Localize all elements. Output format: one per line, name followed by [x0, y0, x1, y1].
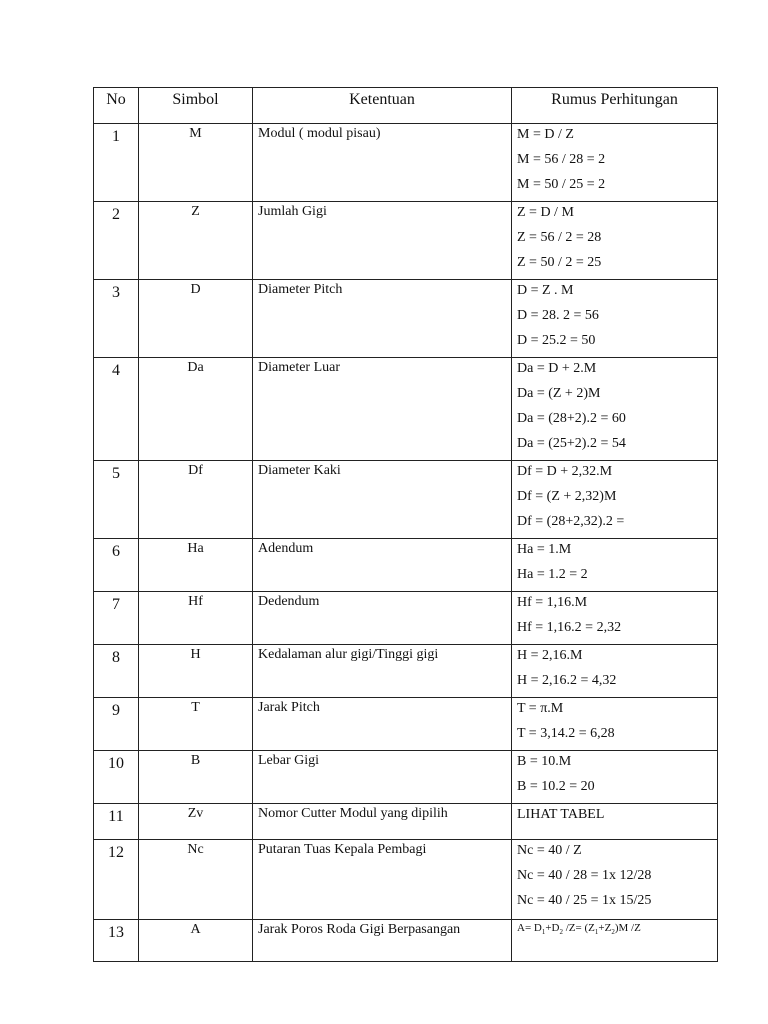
formula-subscript: 2: [559, 928, 563, 937]
row-no: 12: [94, 840, 139, 920]
row-rumus: [512, 461, 718, 539]
row-rumus: [512, 124, 718, 202]
formula-line: Ha = 1.2 = 2: [517, 567, 588, 582]
row-no: 1: [94, 124, 139, 202]
row-rumus: [512, 358, 718, 461]
formula-line: T = 3,14.2 = 6,28: [517, 726, 615, 741]
table-row: [94, 202, 718, 280]
formula-subscript: 1: [594, 928, 599, 937]
row-symbol: D: [139, 280, 253, 358]
row-no: 7: [94, 592, 139, 645]
row-rumus: [512, 698, 718, 751]
row-ketentuan: Diameter Luar: [253, 358, 512, 461]
formula-line: [517, 922, 717, 936]
formula-line: Da = (Z + 2)M: [517, 386, 601, 401]
formula-line: Nc = 40 / 25 = 1x 15/25: [517, 893, 652, 908]
table-row: [94, 804, 718, 840]
formula-line: LIHAT TABEL: [517, 807, 605, 822]
row-no: 11: [94, 804, 139, 840]
header-rumus: Rumus Perhitungan: [512, 88, 718, 124]
formula-line: Da = (25+2).2 = 54: [517, 436, 626, 451]
row-ketentuan: Jarak Poros Roda Gigi Berpasangan: [253, 920, 512, 962]
formula-line: Df = (28+2,32).2 =: [517, 514, 625, 529]
formula-part: A= D: [517, 922, 542, 934]
row-symbol: B: [139, 751, 253, 804]
row-rumus: [512, 645, 718, 698]
row-symbol: Df: [139, 461, 253, 539]
formula-line: Ha = 1.M: [517, 542, 572, 557]
table-row: [94, 358, 718, 461]
formula-line: Z = 56 / 2 = 28: [517, 230, 602, 245]
table-row: [94, 645, 718, 698]
formula-line: H = 2,16.2 = 4,32: [517, 673, 617, 688]
table-row: [94, 461, 718, 539]
formula-line: Df = (Z + 2,32)M: [517, 489, 617, 504]
formula-line: Nc = 40 / 28 = 1x 12/28: [517, 868, 652, 883]
gear-formula-table: [93, 87, 718, 962]
formula-part: +D: [545, 922, 560, 934]
header-no: No: [94, 88, 139, 124]
table-row: [94, 698, 718, 751]
row-rumus: [512, 751, 718, 804]
row-rumus: [512, 840, 718, 920]
row-rumus: [512, 804, 718, 840]
formula-line: T = π.M: [517, 701, 564, 716]
header-symbol: Simbol: [139, 88, 253, 124]
formula-line: M = D / Z: [517, 127, 574, 142]
row-no: 5: [94, 461, 139, 539]
row-symbol: M: [139, 124, 253, 202]
row-ketentuan: Nomor Cutter Modul yang dipilih: [253, 804, 512, 840]
row-ketentuan: Kedalaman alur gigi/Tinggi gigi: [253, 645, 512, 698]
row-symbol: H: [139, 645, 253, 698]
row-no: 10: [94, 751, 139, 804]
header-ketentuan: Ketentuan: [253, 88, 512, 124]
formula-line: Z = D / M: [517, 205, 574, 220]
row-rumus: [512, 539, 718, 592]
formula-line: D = Z . M: [517, 283, 574, 298]
formula-part: )M /Z: [614, 922, 641, 934]
row-rumus: [512, 280, 718, 358]
formula-part: /Z= (Z: [563, 922, 595, 934]
formula-line: Df = D + 2,32.M: [517, 464, 613, 479]
formula-line: B = 10.M: [517, 754, 572, 769]
row-symbol: Nc: [139, 840, 253, 920]
formula-line: D = 25.2 = 50: [517, 333, 596, 348]
row-rumus: [512, 202, 718, 280]
formula-subscript: 1: [541, 928, 546, 937]
formula-line: M = 50 / 25 = 2: [517, 177, 606, 192]
table-row: [94, 539, 718, 592]
row-no: 4: [94, 358, 139, 461]
row-ketentuan: Adendum: [253, 539, 512, 592]
formula-line: Da = (28+2).2 = 60: [517, 411, 626, 426]
formula-line: Hf = 1,16.M: [517, 595, 588, 610]
formula-line: Da = D + 2.M: [517, 361, 597, 376]
formula-subscript: 2: [611, 928, 615, 937]
table-row: [94, 280, 718, 358]
formula-part: +Z: [598, 922, 612, 934]
row-ketentuan: Dedendum: [253, 592, 512, 645]
formula-line: Nc = 40 / Z: [517, 843, 582, 858]
row-symbol: Z: [139, 202, 253, 280]
row-ketentuan: Lebar Gigi: [253, 751, 512, 804]
row-ketentuan: Modul ( modul pisau): [253, 124, 512, 202]
row-no: 8: [94, 645, 139, 698]
row-no: 3: [94, 280, 139, 358]
row-rumus: [512, 920, 718, 962]
row-symbol: Ha: [139, 539, 253, 592]
formula-line: Z = 50 / 2 = 25: [517, 255, 602, 270]
formula-line: H = 2,16.M: [517, 648, 583, 663]
row-ketentuan: Diameter Kaki: [253, 461, 512, 539]
row-symbol: Da: [139, 358, 253, 461]
table-row: [94, 124, 718, 202]
row-no: 13: [94, 920, 139, 962]
row-ketentuan: Putaran Tuas Kepala Pembagi: [253, 840, 512, 920]
row-rumus: [512, 592, 718, 645]
table-row: [94, 920, 718, 962]
table-row: [94, 840, 718, 920]
row-ketentuan: Jumlah Gigi: [253, 202, 512, 280]
row-symbol: A: [139, 920, 253, 962]
row-symbol: Zv: [139, 804, 253, 840]
table-row: [94, 751, 718, 804]
row-no: 6: [94, 539, 139, 592]
formula-line: Hf = 1,16.2 = 2,32: [517, 620, 622, 635]
row-symbol: Hf: [139, 592, 253, 645]
table-row: [94, 592, 718, 645]
formula-line: D = 28. 2 = 56: [517, 308, 599, 323]
row-symbol: T: [139, 698, 253, 751]
formula-line: M = 56 / 28 = 2: [517, 152, 606, 167]
row-ketentuan: Diameter Pitch: [253, 280, 512, 358]
row-no: 2: [94, 202, 139, 280]
header-row: [94, 88, 718, 124]
formula-line: B = 10.2 = 20: [517, 779, 595, 794]
row-no: 9: [94, 698, 139, 751]
row-ketentuan: Jarak Pitch: [253, 698, 512, 751]
